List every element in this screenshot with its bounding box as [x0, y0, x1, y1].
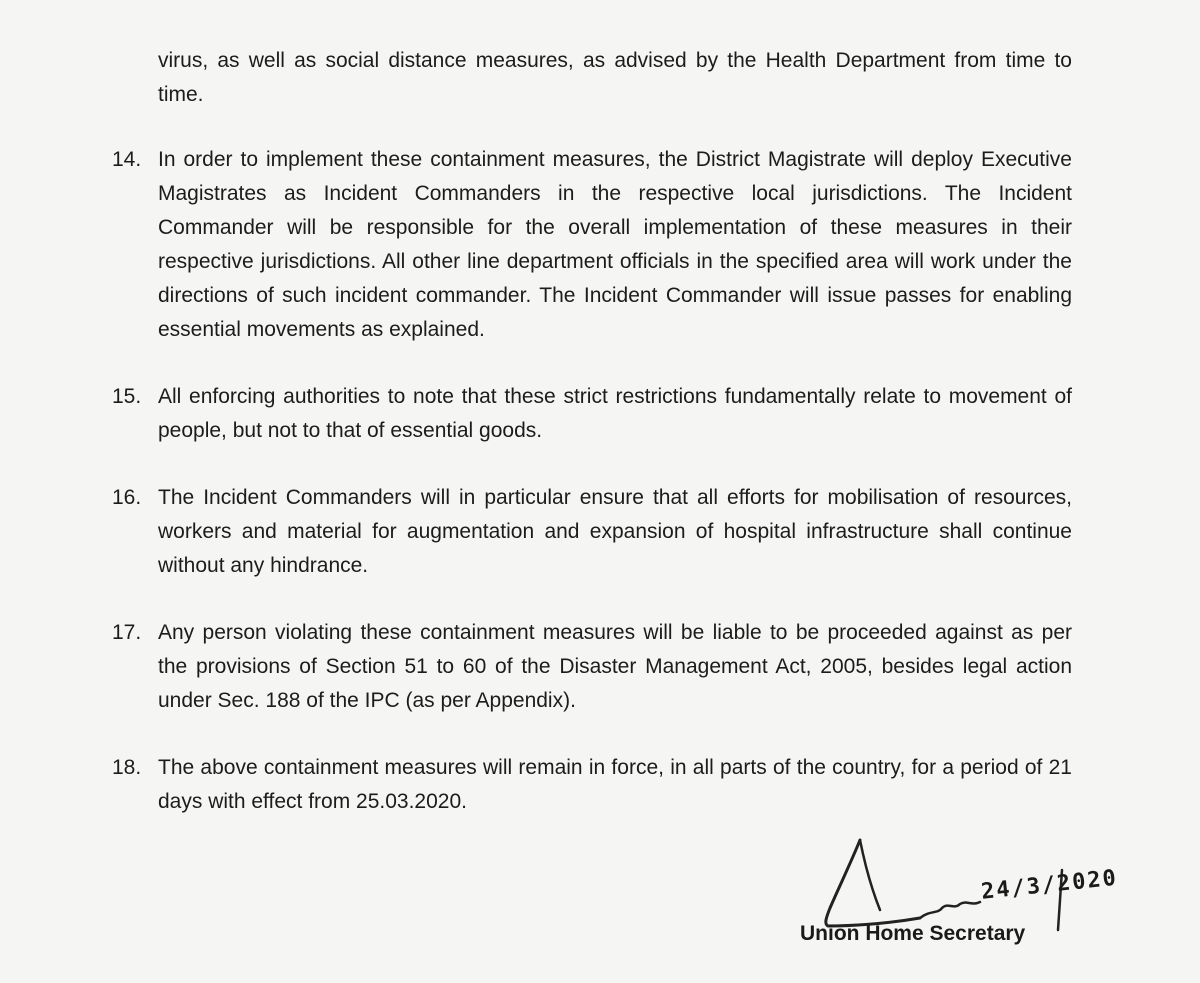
paragraph-text: In order to implement these containment measures, the District Magistrate will deploy Executive Magistrates as Incident Commanders in the respective local jurisdictions. The Incident Commander will be responsible for the overall implementation of these measures in their respective jurisdictions. All other line department officials in the specified area will work under the directions of such incident commander. The Incident Commander will issue passes for enabling essential movements as explained.	[158, 148, 1072, 341]
signature-date: 24/3/2020	[980, 865, 1120, 905]
paragraph-17	[112, 616, 1072, 718]
paragraph-text: The Incident Commanders will in particular ensure that all efforts for mobilisation of resources, workers and material for augmentation and expansion of hospital infrastructure shall continue without any hindrance.	[158, 486, 1072, 577]
paragraph-14	[112, 143, 1072, 347]
paragraph-15	[112, 380, 1072, 448]
paragraph-18	[112, 751, 1072, 819]
signature-block	[790, 830, 1170, 970]
paragraph-text: All enforcing authorities to note that these strict restrictions fundamentally relate to movement of people, but not to that of essential goods.	[158, 385, 1072, 442]
paragraph-text: virus, as well as social distance measures, as advised by the Health Department from time to time.	[158, 49, 1072, 106]
handwritten-signature	[790, 830, 1170, 970]
paragraph-text: Any person violating these containment measures will be liable to be proceeded against as per the provisions of Section 51 to 60 of the Disaster Management Act, 2005, besides legal action under Sec. 188 of the IPC (as per Appendix).	[158, 621, 1072, 712]
paragraph-text: The above containment measures will remain in force, in all parts of the country, for a period of 21 days with effect from 25.03.2020.	[158, 756, 1072, 813]
paragraph-number: 16.	[112, 486, 142, 509]
paragraph-continuation	[112, 44, 1072, 112]
paragraph-number: 18.	[112, 756, 142, 779]
document-body	[112, 44, 1072, 819]
paragraph-number: 17.	[112, 621, 142, 644]
paragraph-16	[112, 481, 1072, 583]
paragraph-number: 15.	[112, 385, 142, 408]
signatory-designation: Union Home Secretary	[800, 922, 1026, 945]
paragraph-number: 14.	[112, 148, 142, 171]
